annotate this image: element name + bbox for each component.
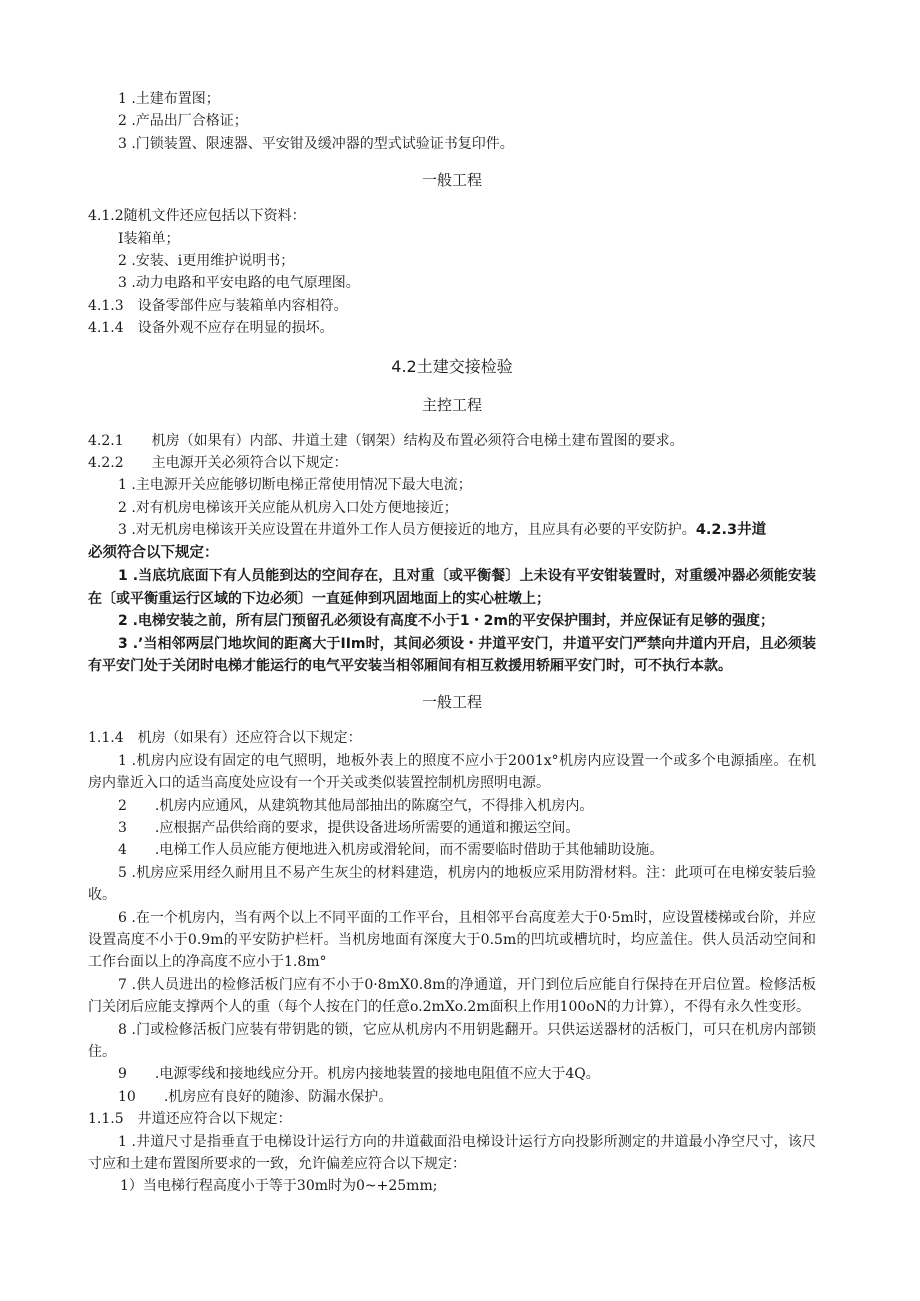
list-item: 3 .门锁装置、限速器、平安钳及缓冲器的型式试验证书复印件。 (118, 135, 514, 152)
list-item: 6 .在一个机房内，当有两个以上不同平面的工作平台，且相邻平台高度差大于0·5m时，应设置楼梯或台阶，并应设置高度不小于0.9m的平安防护栏杆。当机房地面有深度大于0.5m的凹坑或槽坑时，均应盖住。供人员活动空间和工作台面以上的净高度不应小于1.8m° (88, 909, 816, 971)
list-item: 10 .机房应有良好的随渗、防漏水保护。 (118, 1088, 393, 1105)
list-item: 2 .对有机房电梯该开关应能从机房入口处方便地接近； (118, 499, 458, 516)
heading-main-items: 主控工程 (421, 395, 482, 414)
list-item: 8 .门或检修活板门应装有带钥匙的锁，它应从机房内不用钥匙翻开。只供运送器材的活板门，可只在机房内部锁住。 (88, 1021, 816, 1060)
clause-1-1-4: 1.1.4 机房（如果有）还应符合以下规定： (88, 730, 362, 747)
list-item: 1 .机房内应设有固定的电气照明，地板外表上的照度不应小于2001x°机房内应设置一个或多个电源插座。在机房内靠近入口的适当高度处应设有一个开关或类似装置控制机房照明电源。 (88, 752, 816, 792)
list-item: 3 .动力电路和平安电路的电气原理图。 (118, 275, 360, 292)
list-item: 5 .机房应采用经久耐用且不易产生灰尘的材料建造，机房内的地板应采用防滑材料。注：此项可在电梯安装后验收。 (88, 864, 816, 904)
list-item: 1 .主电源开关应能够切断电梯正常使用情况下最大电流； (118, 477, 472, 494)
list-item: 2 .安装、i更用维护说明书； (118, 253, 295, 270)
sub-list-item: 1）当电梯行程高度小于等于30m时为0~+25mm; (120, 1178, 438, 1195)
clause-4-2-2: 4.2.2 主电源开关必须符合以下规定： (88, 455, 348, 472)
list-item: 7 .供人员进出的检修活板门应有不小于0·8mX0.8m的净通道，开门到位后应能自行保持在开启位置。检修活板门关闭后应能支撑两个人的重（每个人按在门的任意o.2mXo.2m面积上作用100oN的力计算），不得有永久性变形。 (88, 976, 816, 1016)
clause-4-1-3: 4.1.3 设备零部件应与装箱单内容相符。 (88, 297, 348, 314)
list-item: 3 .应根据产品供给商的要求，提供设备进场所需要的通道和搬运空间。 (118, 819, 580, 836)
bold-list-item: 1 .当底坑底面下有人员能到达的空间存在，且对重〔或平衡餐〕上未设有平安钳装置时，对重缓冲器必须能安装在〔或平衡重运行区域的下边必须〕一直延伸到巩固地面上的实心桩墩上； (88, 568, 816, 607)
section-title-4-2: 4.2土建交接检验 (391, 356, 513, 376)
list-item (88, 519, 816, 542)
clause-4-1-2: 4.1.2随机文件还应包括以下资料： (88, 208, 306, 225)
list-item: 1 .土建布置图； (118, 91, 220, 107)
list-item-text: 3 .对无机房电梯该开关应设置在井道外工作人员方便接近的地方，且应具有必要的平安防护。 (118, 522, 696, 539)
clause-4-2-1: 4.2.1 机房（如果有）内部、井道土建（钢架）结构及布置必须符合电梯土建布置图的要求。 (88, 432, 684, 449)
heading-general-items: 一般工程 (421, 171, 482, 190)
list-item: 2 .机房内应通风，从建筑物其他局部抽出的陈腐空气，不得排入机房内。 (118, 797, 594, 814)
clause-1-1-5: 1.1.5 井道还应符合以下规定： (88, 1111, 292, 1128)
list-item: 2 .产品出厂合格证； (118, 113, 248, 130)
clause-4-2-3-label: 4.2.3井道 (695, 522, 767, 539)
bold-list-item: 2 .电梯安装之前，所有层门预留孔必须设有高度不小于1・2m的平安保护围封，并应保证有足够的强度； (118, 613, 775, 630)
clause-4-1-4: 4.1.4 设备外观不应存在明显的损坏。 (88, 320, 334, 337)
list-item: I装箱单； (118, 230, 180, 247)
list-item: 1 .井道尺寸是指垂直于电梯设计运行方向的井道截面沿电梯设计运行方向投影所测定的井道最小净空尺寸，该尺寸应和土建布置图所要求的一致，允许偏差应符合以下规定： (88, 1133, 816, 1173)
clause-4-2-3-continuation: 必须符合以下规定： (88, 545, 219, 562)
bold-list-item: 3 .’当相邻两层门地坎间的距离大于IIm时，其间必须设・井道平安门，井道平安门严禁向井道内开启，且必须装有平安门处于关闭时电梯才能运行的电气平安装当相邻厢间有相互救援用轿厢平安门时，可不执行本款。 (88, 635, 816, 674)
list-item: 9 .电源零线和接地线应分开。机房内接地装置的接地电阻值不应大于4Q。 (118, 1066, 600, 1083)
list-item: 4 .电梯工作人员应能方便地进入机房或滑轮间，而不需要临时借助于其他辅助设施。 (118, 842, 664, 859)
document-page (88, 88, 816, 1198)
heading-general-items: 一般工程 (421, 693, 482, 712)
